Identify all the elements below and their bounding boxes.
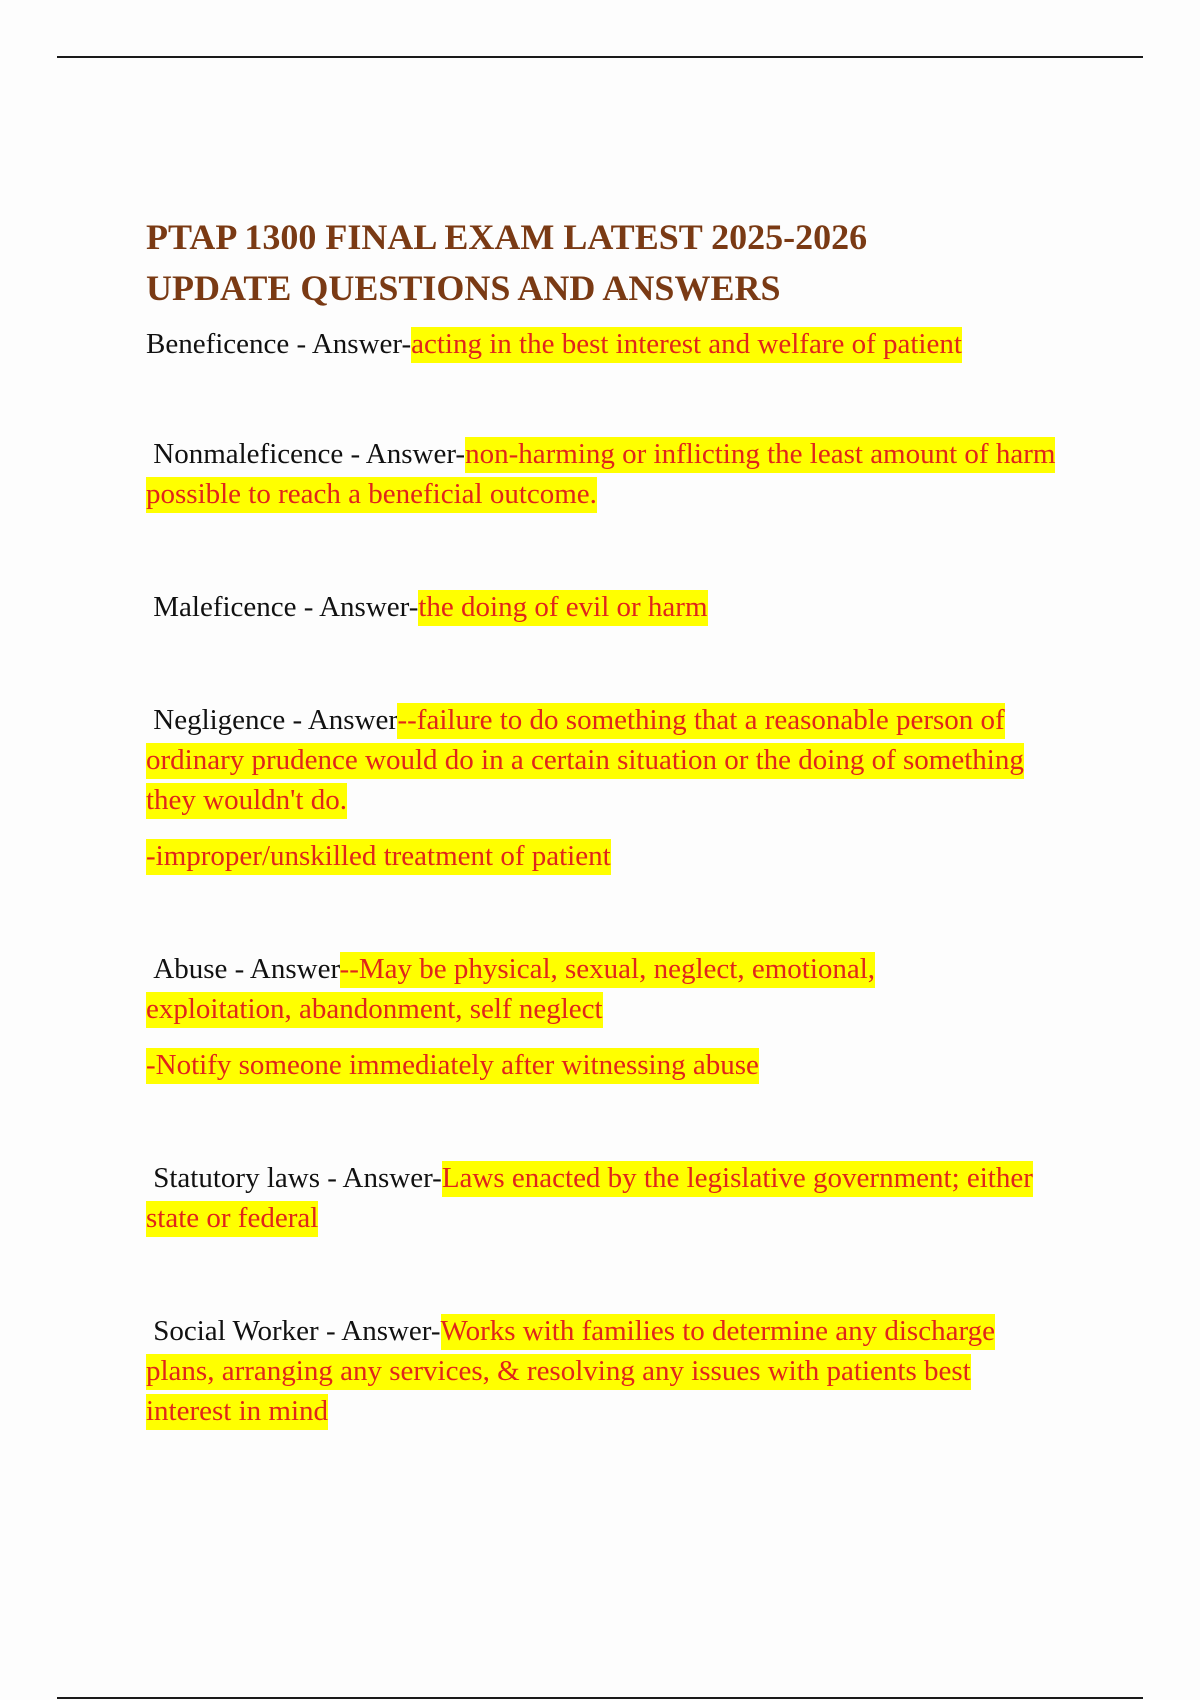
title-line-1: PTAP 1300 FINAL EXAM LATEST 2025-2026 (146, 217, 868, 257)
title-line-2: UPDATE QUESTIONS AND ANSWERS (146, 268, 781, 308)
term-text: Statutory laws - Answer- (153, 1162, 442, 1194)
term-label (146, 591, 418, 623)
document-body (146, 212, 1096, 1431)
term-text: Nonmaleficence - Answer- (153, 438, 466, 470)
top-rule (57, 56, 1143, 58)
term-label (146, 704, 397, 736)
bottom-rule (57, 1697, 1143, 1699)
term-text: Social Worker - Answer- (153, 1315, 441, 1347)
qa-item-negligence (146, 700, 1071, 820)
term-label (146, 953, 340, 985)
qa-item-social-worker (146, 1311, 1036, 1431)
answer-highlight: -improper/unskilled treatment of patient (146, 839, 611, 875)
qa-item-maleficence (146, 587, 1096, 627)
answer-highlight: the doing of evil or harm (418, 590, 707, 626)
qa-item-statutory-laws (146, 1158, 1061, 1238)
term-label: Beneficence - Answer- (146, 328, 412, 360)
document-title (146, 212, 1096, 314)
term-label (146, 1315, 441, 1347)
qa-item-beneficence (146, 324, 1096, 364)
term-text: Maleficence - Answer- (153, 591, 419, 623)
answer-highlight: --failure to do something that a reasonable person of ordinary prudence would do in a certain situation or the doing of something they wouldn't do. (146, 703, 1024, 819)
term-text: Abuse - Answer (153, 953, 340, 985)
term-text: Negligence - Answer (153, 704, 398, 736)
answer-highlight: Works with families to determine any discharge plans, arranging any services, & resolving any issues with patients best interest in mind (146, 1314, 995, 1430)
qa-item-nonmaleficence (146, 434, 1091, 514)
term-label (146, 1162, 442, 1194)
term-label (146, 438, 465, 470)
answer-highlight: acting in the best interest and welfare of patient (411, 327, 962, 363)
answer-highlight: -Notify someone immediately after witnessing abuse (146, 1048, 759, 1084)
qa-item-negligence-extra (146, 836, 1096, 876)
qa-item-abuse-extra (146, 1045, 1096, 1085)
answer-highlight: Laws enacted by the legislative government; either state or federal (146, 1161, 1033, 1237)
qa-item-abuse (146, 949, 976, 1029)
answer-highlight: non-harming or inflicting the least amount of harm possible to reach a beneficial outcome. (146, 437, 1055, 513)
answer-highlight: --May be physical, sexual, neglect, emotional, exploitation, abandonment, self neglect (146, 952, 875, 1028)
qa-list (146, 324, 1096, 1431)
